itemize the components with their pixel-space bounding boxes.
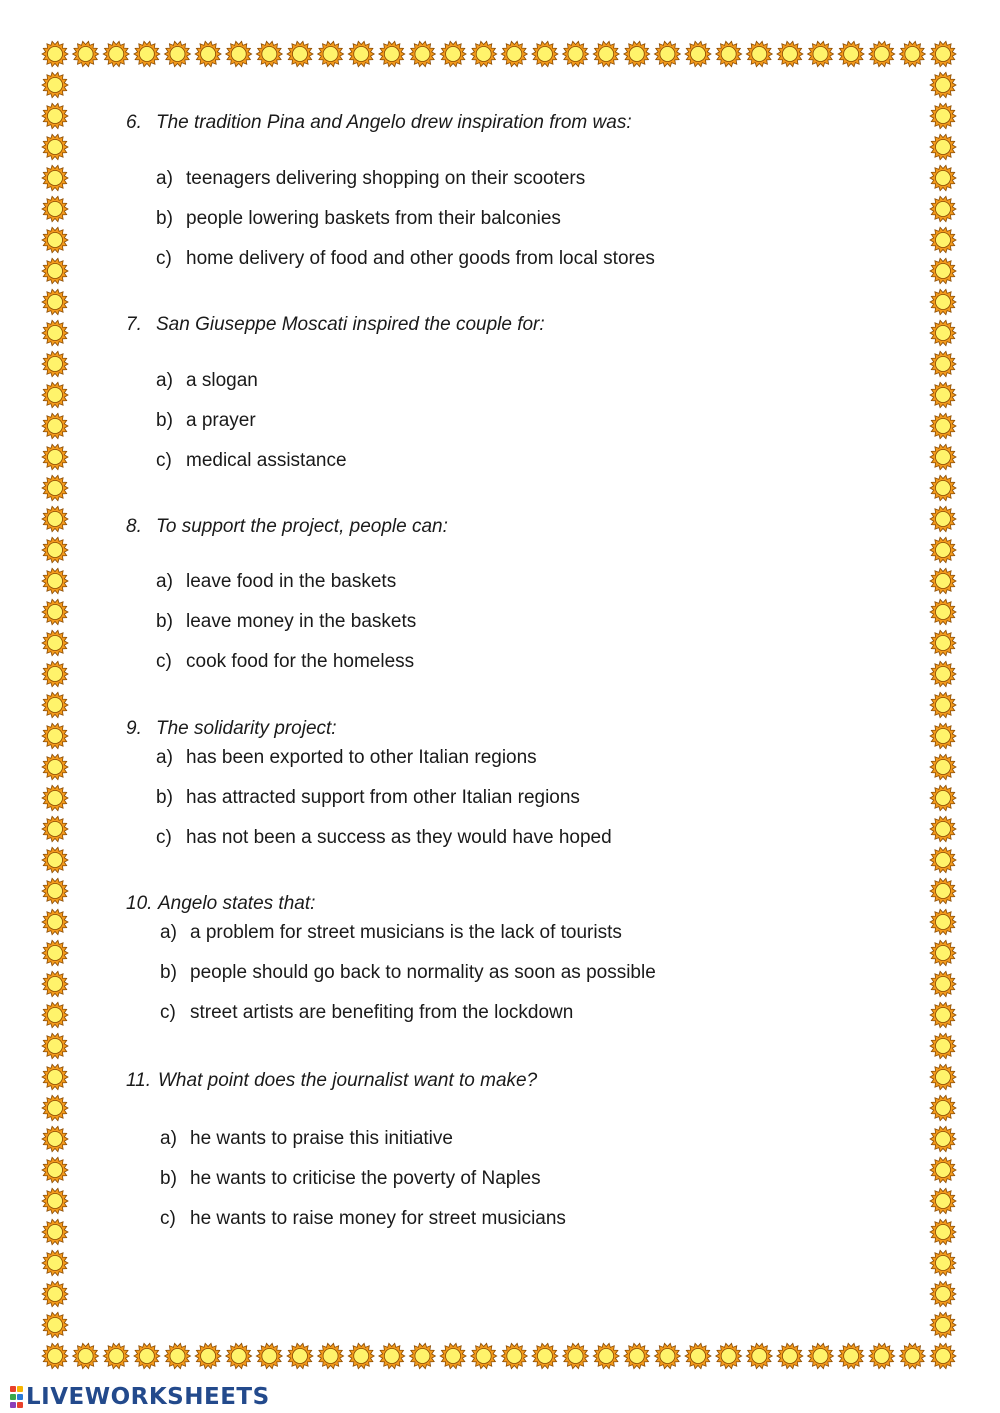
option-letter: a) xyxy=(156,168,173,189)
option-letter: a) xyxy=(156,370,173,391)
option-letter: b) xyxy=(160,962,177,983)
question-number: 7. xyxy=(126,314,142,335)
option-letter: b) xyxy=(160,1168,177,1189)
option-10c[interactable] xyxy=(160,1002,573,1024)
option-6b[interactable] xyxy=(156,208,561,230)
option-letter: c) xyxy=(156,827,172,848)
option-text: home delivery of food and other goods from local stores xyxy=(186,248,655,269)
option-11c[interactable] xyxy=(160,1208,566,1230)
option-letter: b) xyxy=(156,208,173,229)
question-6 xyxy=(126,112,632,134)
option-text: leave money in the baskets xyxy=(186,611,417,632)
question-11 xyxy=(126,1070,537,1092)
option-letter: c) xyxy=(160,1002,176,1023)
question-10 xyxy=(126,893,315,915)
option-letter: c) xyxy=(156,248,172,269)
question-9 xyxy=(126,718,337,740)
question-text: The tradition Pina and Angelo drew inspiration from was: xyxy=(156,112,632,133)
option-text: medical assistance xyxy=(186,450,347,471)
option-letter: c) xyxy=(160,1208,176,1229)
option-text: he wants to criticise the poverty of Naples xyxy=(190,1168,541,1189)
option-8c[interactable] xyxy=(156,651,414,673)
option-text: people lowering baskets from their balconies xyxy=(186,208,561,229)
option-text: street artists are benefiting from the lockdown xyxy=(190,1002,574,1023)
question-number: 6. xyxy=(126,112,142,133)
question-text: San Giuseppe Moscati inspired the couple for: xyxy=(156,314,545,335)
option-text: leave food in the baskets xyxy=(186,571,397,592)
question-text: What point does the journalist want to make? xyxy=(158,1070,538,1091)
option-text: cook food for the homeless xyxy=(186,651,415,672)
option-10b[interactable] xyxy=(160,962,656,984)
logo-text: LIVEWORKSHEETS xyxy=(26,1384,270,1410)
option-9a[interactable] xyxy=(156,747,537,769)
option-8a[interactable] xyxy=(156,571,396,593)
option-letter: c) xyxy=(156,450,172,471)
option-text: has been exported to other Italian regions xyxy=(186,747,537,768)
question-number: 9. xyxy=(126,718,142,739)
question-text: To support the project, people can: xyxy=(156,516,448,537)
question-8 xyxy=(126,516,448,538)
question-text: Angelo states that: xyxy=(158,893,316,914)
option-text: has not been a success as they would have hoped xyxy=(186,827,612,848)
option-text: teenagers delivering shopping on their scooters xyxy=(186,168,586,189)
option-6a[interactable] xyxy=(156,168,585,190)
option-11a[interactable] xyxy=(160,1128,453,1150)
option-text: a problem for street musicians is the lack of tourists xyxy=(190,922,622,943)
option-11b[interactable] xyxy=(160,1168,541,1190)
option-letter: a) xyxy=(156,571,173,592)
option-7a[interactable] xyxy=(156,370,258,392)
option-text: people should go back to normality as soon as possible xyxy=(190,962,656,983)
option-letter: b) xyxy=(156,410,173,431)
option-letter: a) xyxy=(156,747,173,768)
option-9c[interactable] xyxy=(156,827,612,849)
option-9b[interactable] xyxy=(156,787,580,809)
option-letter: c) xyxy=(156,651,172,672)
liveworksheets-logo-icon xyxy=(10,1386,24,1408)
option-6c[interactable] xyxy=(156,248,655,270)
option-text: he wants to raise money for street musicians xyxy=(190,1208,566,1229)
question-number: 10. xyxy=(126,893,153,914)
option-letter: b) xyxy=(156,787,173,808)
question-7 xyxy=(126,314,545,336)
option-10a[interactable] xyxy=(160,922,622,944)
option-letter: a) xyxy=(160,1128,177,1149)
question-number: 8. xyxy=(126,516,142,537)
option-8b[interactable] xyxy=(156,611,416,633)
option-7c[interactable] xyxy=(156,450,347,472)
question-text: The solidarity project: xyxy=(156,718,337,739)
option-text: a prayer xyxy=(186,410,256,431)
option-letter: b) xyxy=(156,611,173,632)
option-letter: a) xyxy=(160,922,177,943)
option-text: he wants to praise this initiative xyxy=(190,1128,453,1149)
liveworksheets-logo[interactable] xyxy=(10,1382,270,1412)
question-number: 11. xyxy=(126,1070,152,1091)
option-7b[interactable] xyxy=(156,410,256,432)
option-text: a slogan xyxy=(186,370,258,391)
option-text: has attracted support from other Italian regions xyxy=(186,787,580,808)
